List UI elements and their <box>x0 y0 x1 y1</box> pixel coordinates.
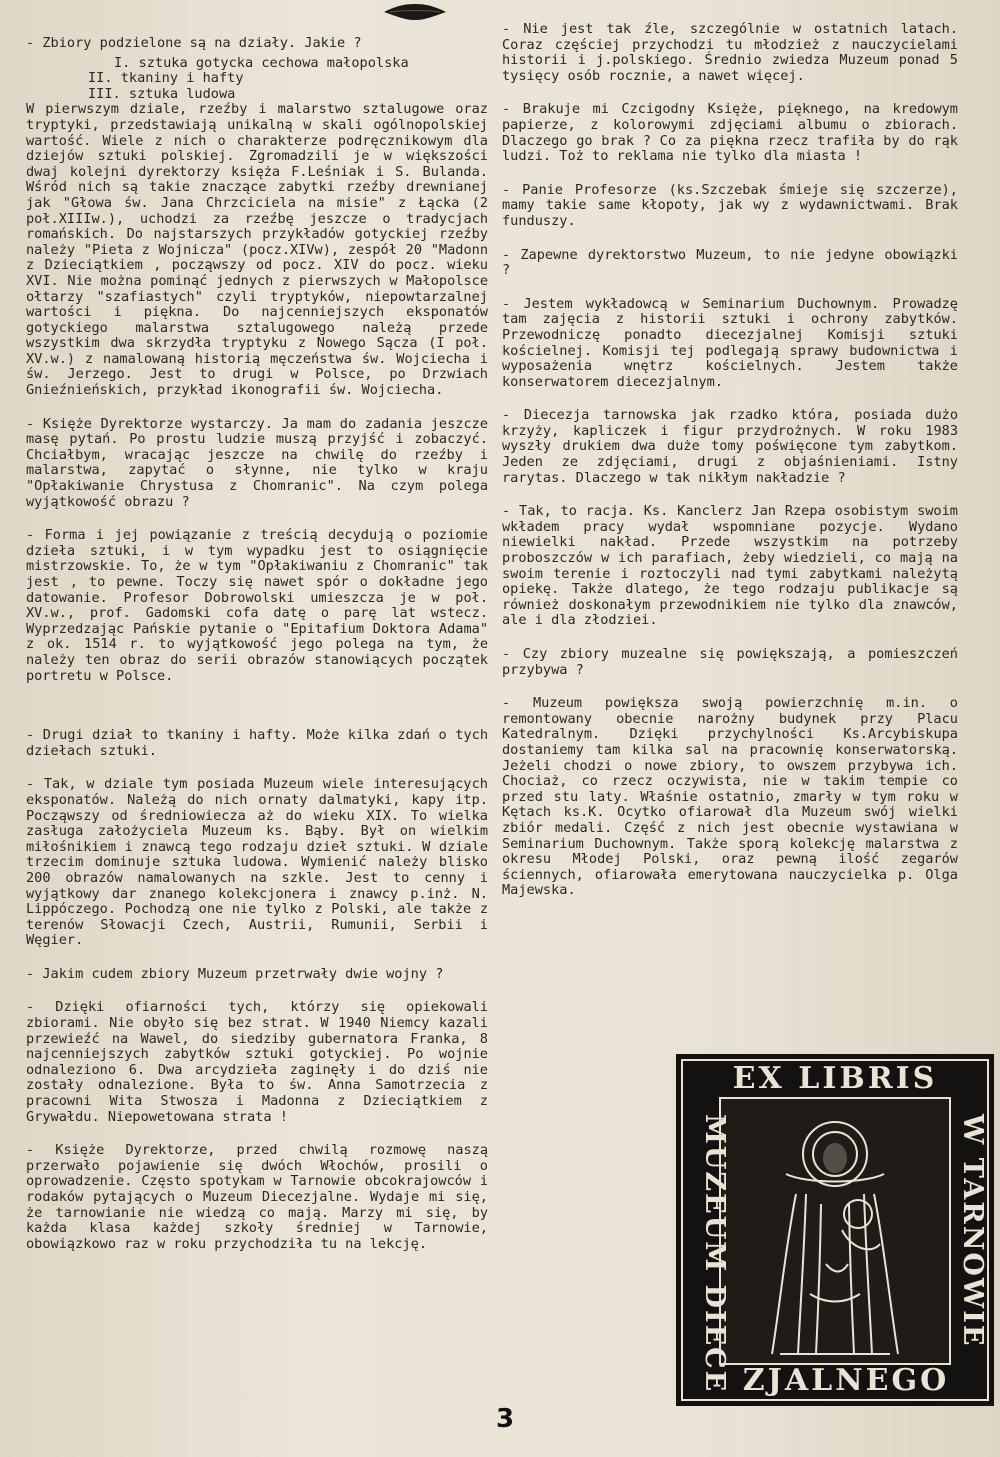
section-list <box>26 56 488 103</box>
section-item-3: III. sztuka ludowa <box>88 85 236 102</box>
exlibris-right-text: W TARNOWIE <box>957 1114 988 1348</box>
answer-2: - Forma i jej powiązanie z treścią decydują o poziomie dzieła sztuki, i w tym wypadku jest to osiągnięcie mistrzowskie. To, że w tym "Opłakiwaniu z Chomranic" tak jest , to pewne. Toczy się nawet spór o dokładne jego datowanie. Profesor Dobrowolski umieszcza je w poł. XV.w., prof. Gadomski cofa datę o parę lat wstecz. Wyprzedzając Pańskie pytanie o "Epitafium Doktora Adama" z ok. 1514 r. to wyjątkowość jego polega na tym, że należy ten obraz do serii obrazów stanowiących początek portretu w Polsce. <box>26 527 488 684</box>
answer-3: - Tak, w dziale tym posiada Muzeum wiele interesujących eksponatów. Należą do nich ornaty dalmatyki, kapy itp. Począwszy od średniowiecza aż do wieku XIX. To wielka zasługa założyciela Muzeum ks. Bąby. Był on wielkim miłośnikiem i znawcą tego rodzaju dzieł sztuki. W dziale trzecim dominuje sztuka ludowa. Wymienić należy blisko 200 obrazów namalowanych na szkle. Jest to cenny i wyjątkowy dar znanego kolekcjonera i znawcy p.inż. N. Lippóczego. Pochodzą one nie tylko z Polski, ale także z terenów Słowacji Czech, Austrii, Rumunii, Serbii i Węgier. <box>26 776 488 949</box>
question-4: - Jakim cudem zbiory Muzeum przetrwały dwie wojny ? <box>26 965 444 982</box>
answer-1: W pierwszym dziale, rzeźby i malarstwo sztalugowe oraz tryptyki, przedstawiają unikalną w skali ogólnopolskiej wartość. Wiele z nich o charakterze podręcznikowym dla dziejów sztuki polskiej. Zgromadzili je w większości dwaj kolejni dyrektorzy księża F.Leśniak i S. Bulanda. Wśród nich są takie znaczące zabytki rzeźby drewnianej jak "Głowa św. Jana Chrzciciela na misie" z Łącka (2 poł.XIIIw.), uchodzi za rzeźbę jeszcze o tradycjach romańskich. Do najstarszych przykładów gotyckiej rzeźby należy "Pieta z Wojnicza" (pocz.XIVw), zespół 20 "Madonn z Dzieciątkiem , począwszy od pocz. XIV do pocz. wieku XVI. Nie można pominąć jednych z pierwszych w Małopolsce ołtarzy "szafiastych" czyli tryptyków, niepowtarzalnej wartości i piękna. Do najcenniejszych eksponatów gotyckiego malarstwa sztalugowego należą przede wszystkim dwa skrzydła tryptyku z Nowego Sącza (I poł. XV.w.) z namalowaną historią męczeństwa św. Wojciecha i św. Jerzego. Jest to drugi w Polsce, po Drzwiach Gnieźnieńskich, przykład ikonografii św. Wojciecha. <box>26 101 488 399</box>
exlibris-stamp <box>676 1054 994 1406</box>
header-ornament-icon <box>382 2 448 22</box>
page-number: 3 <box>496 1404 515 1434</box>
answer-4: - Dzięki ofiarności tych, którzy się opiekowali zbiorami. Nie obyło się bez strat. W 1940 Niemcy kazali przewieźć na Wawel, do siedziby gubernatora Franka, 8 najcenniejszych zabytków sztuki gotyckiej. Po wojnie odnaleziono 6. Dwa arcydzieła zaginęły i do dziś nie zostały odnalezione. Była to św. Anna Samotrzecia z pracowni Wita Stwosza i Madonna z Dzieciątkiem z Grywałdu. Niepowetowana strata ! <box>26 999 488 1125</box>
answer-7: - Jestem wykładowcą w Seminarium Duchownym. Prowadzę tam zajęcia z historii sztuki i ochrony zabytków. Przewodniczę ponadto diecezjalnej Komisji sztuki kościelnej. Komisji tej podlegają sprawy budownictwa i wyposażenia wnętrz kościelnych. Jestem także konserwatorem diecezjalnym. <box>502 295 958 390</box>
right-column <box>502 22 958 917</box>
exlibris-left-text: MUZEUM DIECE <box>699 1114 730 1394</box>
section-item-1: I. sztuka gotycka cechowa małopolska <box>114 54 409 71</box>
answer-9: - Muzeum powiększa swoją powierzchnię m.in. o remontowany obecnie narożny budynek przy Placu Katedralnym. Dzięki przychylności Ks.Arcybiskupa dostaniemy tam kilka sal na pracownię konserwatorską. Jeżeli chodzi o nowe zbiory, to owszem przybywa ich. Chociaż, co rzecz oczywista, nie w takim tempie co przed stu laty. Właśnie ostatnio, zmarły w tym roku w Kętach ks.K. Ocytko ofiarował dla Muzeum swój wielki zbiór medali. Część z nich jest obecnie wystawiana w Seminarium Duchownym. Także sporą kolekcję malarstwa z okresu Młodej Polski, oraz pewną ilość zegarów ściennych, ofiarowała emerytowana nauczycielka p. Olga Majewska. <box>502 695 958 899</box>
answer-8: - Tak, to racja. Ks. Kanclerz Jan Rzepa osobistym swoim wkładem pracy wydał wspomniane pozycje. Wydano niewielki nakład. Przede wszystkim na potrzeby proboszczów w ich parafiach, żeby wiedzieli, co mają na swoim terenie i roztoczyli nad tymi zabytkami należytą opiekę. Także dlatego, że tego rodzaju publikacje są również doskonałym przewodnikiem nie tylko dla znawców, ale i dla złodziei. <box>502 503 958 629</box>
question-1: - Zbiory podzielone są na działy. Jakie ? <box>26 35 362 51</box>
question-5: - Księże Dyrektorze, przed chwilą rozmowę naszą przerwało pojawienie się dwóch Włochów, prosili o oprowadzenie. Często spotykam w Tarnowie obcokrajowców i rodaków pytających o Muzeum Diecezjalne. Wydaje mi się, że tarnowianie nie wiedzą co mają. Marzy mi się, by każda klasa każdej szkoły średniej w Tarnowie, obowiązkowo raz w roku przychodziła tu na lekcję. <box>26 1142 488 1252</box>
question-3: - Drugi dział to tkaniny i hafty. Może kilka zdań o tych dziełach sztuki. <box>26 727 488 759</box>
question-9: - Czy zbiory muzealne się powiększają, a pomieszczeń przybywa ? <box>502 646 958 678</box>
exlibris-bottom-text: ZJALNEGO <box>742 1363 950 1398</box>
left-column <box>26 36 488 1270</box>
question-2: - Księże Dyrektorze wystarczy. Ja mam do zadania jeszcze masę pytań. Po prostu ludzie muszą przyjść i zobaczyć. Chciałbym, wracając jeszcze na chwilę do rzeźby i malarstwa, zapytać o słynne, nie tylko w kraju "Opłakiwanie Chrystusa z Chomranic". Na czym polega wyjątkowość obrazu ? <box>26 415 488 510</box>
question-8: - Diecezja tarnowska jak rzadko która, posiada dużo krzyży, kapliczek i figur przydrożnych. W roku 1983 wyszły drukiem dwa duże tomy poświęcone tym zabytkom. Jeden ze zdjęciami, drugi z objaśnieniami. Istny rarytas. Dlaczego w tak nikłym nakładzie ? <box>502 407 958 486</box>
answer-6: - Panie Profesorze (ks.Szczebak śmieje się szczerze), mamy takie same kłopoty, jak wy z wydawnictwami. Brak funduszy. <box>502 181 958 229</box>
question-7: - Zapewne dyrektorstwo Muzeum, to nie jedyne obowiązki ? <box>502 246 958 279</box>
question-6: - Brakuje mi Czcigodny Księże, pięknego, na kredowym papierze, z kolorowymi zdjęciami albumu o zbiorach. Dlaczego go brak ? Co za piękna rzecz trafiła by do rąk ludzi. Toż to reklama nie tylko dla miasta ! <box>502 101 958 165</box>
section-item-2: II. tkaniny i hafty <box>88 70 244 87</box>
answer-5: - Nie jest tak źle, szczególnie w ostatnich latach. Coraz częściej przychodzi tu młodzież z nauczycielami historii i j.polskiego. Średnio zwiedza Muzeum ponad 5 tysięcy osób rocznie, a nawet więcej. <box>502 21 958 84</box>
exlibris-top-text: EX LIBRIS <box>732 1061 938 1096</box>
